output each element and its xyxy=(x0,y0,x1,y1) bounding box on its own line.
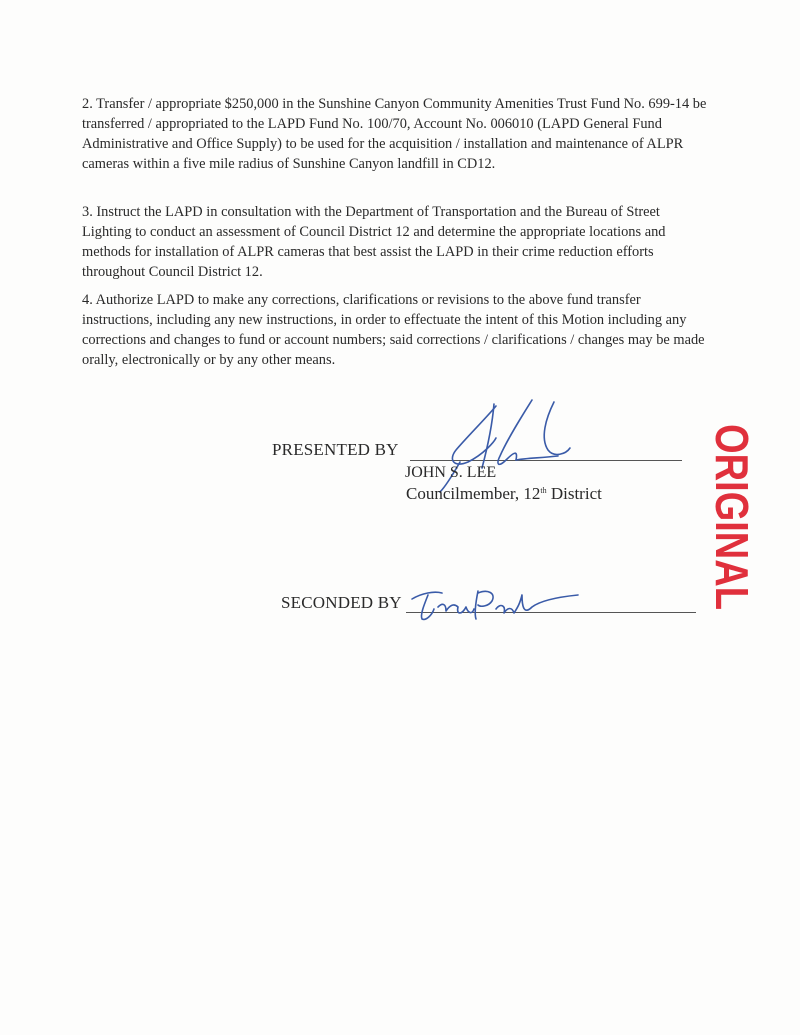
seconder-signature xyxy=(408,585,583,623)
presenter-title-suffix: District xyxy=(546,484,602,503)
paragraph-item-4: 4. Authorize LAPD to make any corrections, clarifications or revisions to the above fund transfer instructions, including any new instructions, in order to effectuate the intent of this Motion including any corrections and changes to fund or account numbers; said corrections / clarifications / changes may be made orally, electronically or by any other means. xyxy=(82,292,705,368)
stamp-text: ORIGINAL xyxy=(706,424,758,649)
original-stamp xyxy=(670,422,758,649)
presented-by-label: PRESENTED BY xyxy=(272,440,399,459)
presenter-title-sup: th xyxy=(540,486,547,495)
paragraph-item-3: 3. Instruct the LAPD in consultation with the Department of Transportation and the Bureau of Street Lighting to conduct an assessment of Council District 12 and determine the appropriate locations and methods for installation of ALPR cameras that best assist the LAPD in their crime reduction efforts throughout Council District 12. xyxy=(82,204,666,280)
presenter-title xyxy=(406,484,602,504)
seconded-by-label: SECONDED BY xyxy=(281,593,402,612)
presenter-name: JOHN S. LEE xyxy=(405,464,497,481)
paragraph-item-2: 2. Transfer / appropriate $250,000 in the Sunshine Canyon Community Amenities Trust Fund No. 699-14 be transferred / appropriated to the LAPD Fund No. 100/70, Account No. 006010 (LAPD General Fund Administrative and Office Supply) to be used for the acquisition / installation and maintenance of ALPR cameras within a five mile radius of Sunshine Canyon landfill in CD12. xyxy=(82,96,707,172)
presenter-title-prefix: Councilmember, 12 xyxy=(406,484,541,503)
